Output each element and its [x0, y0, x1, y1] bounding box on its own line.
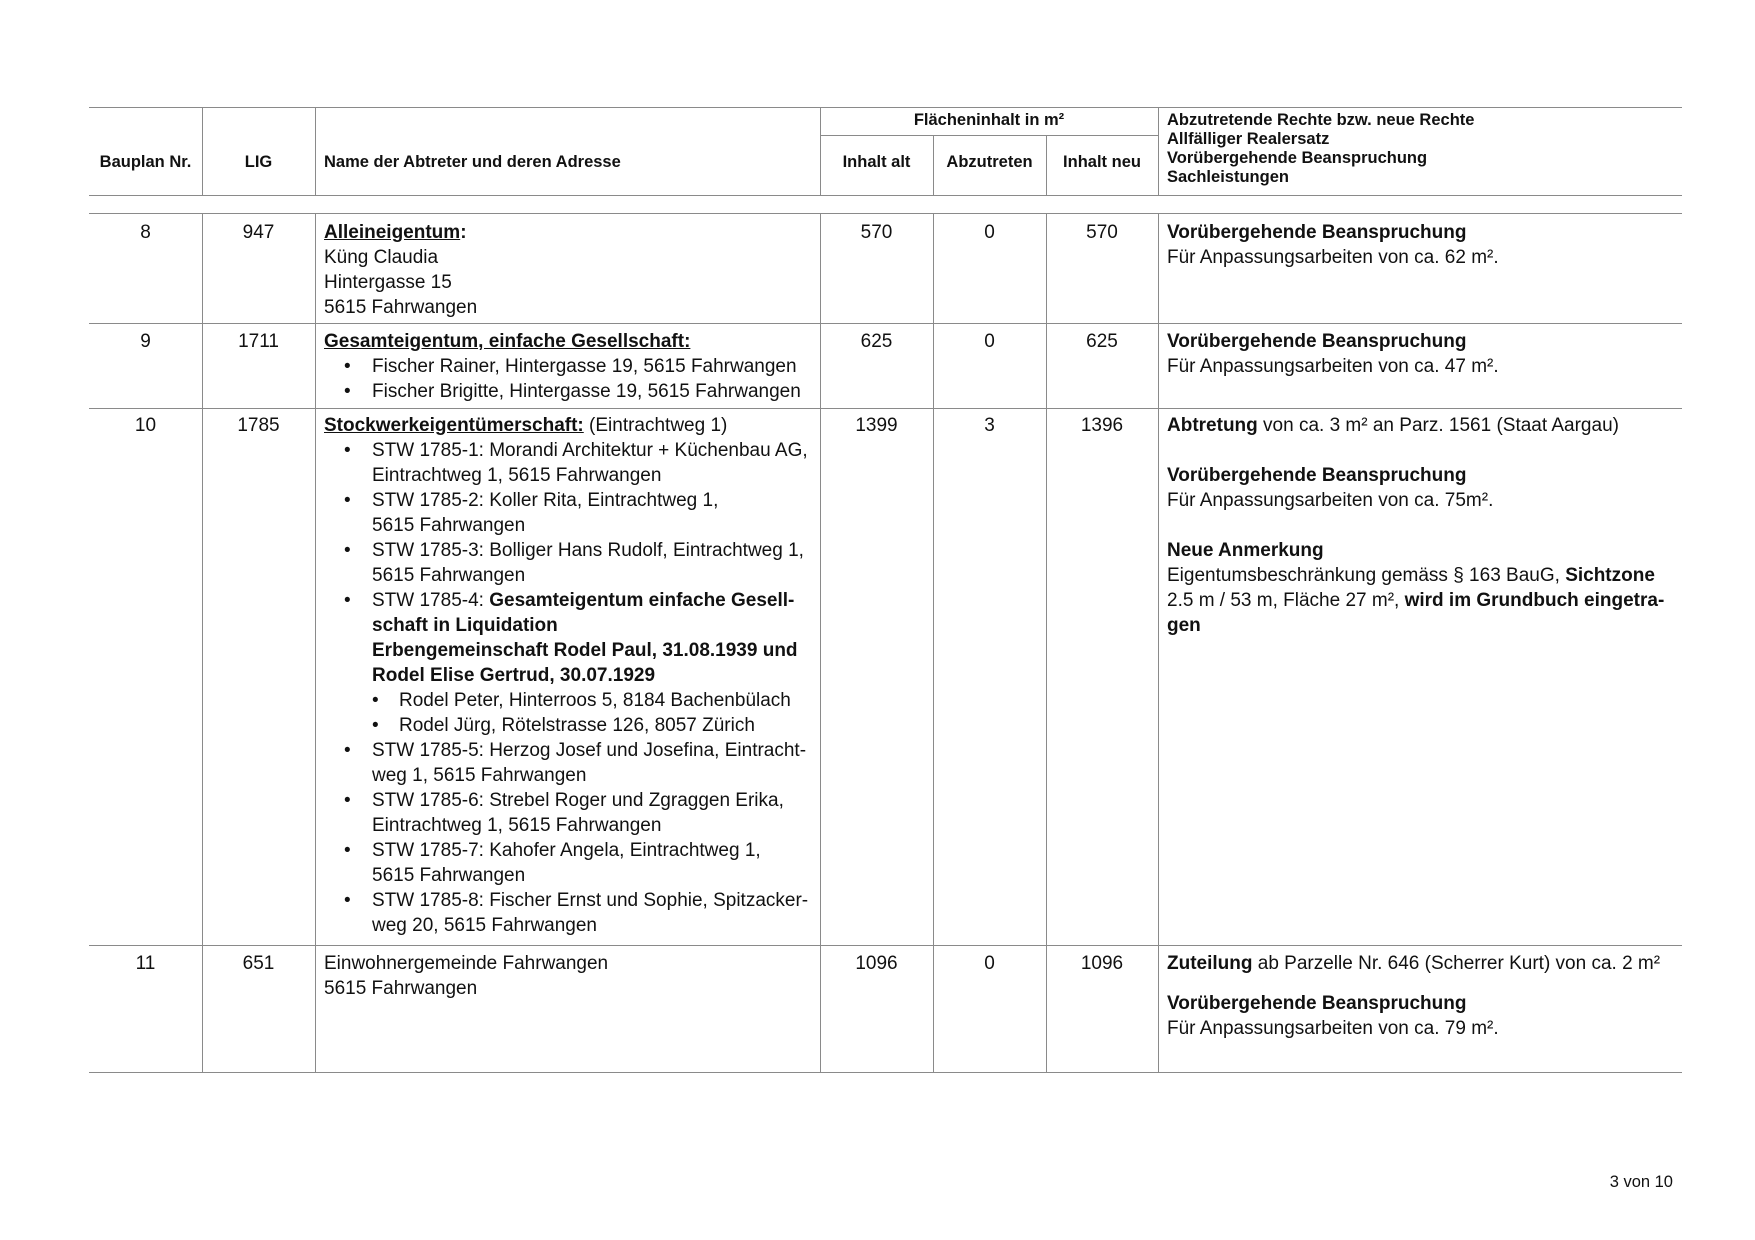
- list-item: • STW 1785-7: Kahofer Angela, Eintrachtweg 1, 5615 Fahrwangen: [324, 838, 816, 888]
- row-11-vb-title: Vorübergehende Beanspruchung: [1167, 993, 1467, 1014]
- row-10-abzutreten: 3: [984, 415, 995, 436]
- row-11-lig: 651: [242, 953, 275, 974]
- flaeche-group-rule: [820, 135, 1158, 136]
- list-item: • STW 1785-6: Strebel Roger und Zgraggen Erika, Eintrachtweg 1, 5615 Fahrwangen: [324, 788, 816, 838]
- row-11-zuteilung: Zuteilung ab Parzelle Nr. 646 (Scherrer Kurt) von ca. 2 m²: [1167, 953, 1661, 974]
- row-10-anm-line-2: 2.5 m / 53 m, Fläche 27 m², wird im Grundbuch eingetra-: [1167, 590, 1665, 611]
- row-8-bauplan: 8: [140, 222, 151, 243]
- list-item: • STW 1785-2: Koller Rita, Eintrachtweg 1, 5615 Fahrwangen: [324, 488, 816, 538]
- row-10-inhalt-alt: 1399: [855, 415, 898, 436]
- row-9-rights-title: Vorübergehende Beanspruchung: [1167, 331, 1467, 352]
- row-10-owner-type: Stockwerkeigentümerschaft: (Eintrachtweg 1): [324, 415, 728, 436]
- row-8-inhalt-alt: 570: [860, 222, 893, 243]
- row-10-owner-list-cont: [324, 738, 816, 938]
- row-10-anm-line-1: Eigentumsbeschränkung gemäss § 163 BauG, Sichtzone: [1167, 565, 1655, 586]
- row-11-rechte: [1167, 951, 1682, 1041]
- row-10-heirs-list: [324, 688, 816, 738]
- header-flaeche-group: Flächeninhalt in m²: [913, 111, 1065, 129]
- row-8-owner-type: Alleineigentum:: [324, 222, 467, 243]
- row-8-abzutreten: 0: [984, 222, 995, 243]
- header-rechte-line-2: Allfälliger Realersatz: [1167, 130, 1330, 148]
- row-9-rights-text: Für Anpassungsarbeiten von ca. 47 m².: [1167, 356, 1499, 377]
- body-top-rule: [89, 213, 1682, 214]
- row-10-lig: 1785: [237, 415, 280, 436]
- row-11-owner-line: 5615 Fahrwangen: [324, 978, 478, 999]
- header-lig: LIG: [244, 153, 273, 171]
- row-8-inhalt-neu: 570: [1086, 222, 1118, 243]
- row-8-rights-title: Vorübergehende Beanspruchung: [1167, 222, 1467, 243]
- header-rechte-line-4: Sachleistungen: [1167, 168, 1289, 186]
- row-10-name: [324, 413, 816, 938]
- row-10-vb-title: Vorübergehende Beanspruchung: [1167, 465, 1467, 486]
- col-divider-1-header: [202, 107, 203, 195]
- row-9-bauplan: 9: [140, 331, 151, 352]
- row-11-inhalt-neu: 1096: [1080, 953, 1124, 974]
- row-10-abtretung: Abtretung von ca. 3 m² an Parz. 1561 (Staat Aargau): [1167, 415, 1619, 436]
- row-8-lig: 947: [242, 222, 275, 243]
- row-8-owner-line: 5615 Fahrwangen: [324, 297, 478, 318]
- row-9-name: [324, 329, 816, 404]
- list-item: • STW 1785-1: Morandi Architektur + Küchenbau AG, Eintrachtweg 1, 5615 Fahrwangen: [324, 438, 816, 488]
- row-8-rechte: [1167, 220, 1682, 270]
- row-rule-8: [89, 323, 1682, 324]
- header-rechte-line-3: Vorübergehende Beanspruchung: [1167, 149, 1428, 167]
- row-9-owner-type: Gesamteigentum, einfache Gesellschaft:: [324, 331, 691, 352]
- header-inhalt-neu: Inhalt neu: [1063, 153, 1141, 171]
- list-item: • STW 1785-4: Gesamteigentum einfache Gesell- schaft in Liquidation Erbengemeinschaft Rodel Paul, 31.08.1939 und Rodel Elise Gertrud, 30.07.1929: [324, 588, 816, 688]
- row-8-rights-text: Für Anpassungsarbeiten von ca. 62 m².: [1167, 247, 1499, 268]
- row-11-name: [324, 951, 816, 1001]
- row-11-abzutreten: 0: [984, 953, 995, 974]
- row-8-owner-line: Hintergasse 15: [324, 272, 452, 293]
- row-8-owner-line: Küng Claudia: [324, 247, 439, 268]
- row-11-vb-text: Für Anpassungsarbeiten von ca. 79 m².: [1167, 1018, 1499, 1039]
- col-divider-6: [1158, 213, 1159, 1072]
- row-9-lig: 1711: [238, 331, 279, 352]
- col-divider-6-header: [1158, 107, 1159, 195]
- list-item: • Rodel Jürg, Rötelstrasse 126, 8057 Zürich: [324, 713, 816, 738]
- list-item: • STW 1785-5: Herzog Josef und Josefina, Eintracht- weg 1, 5615 Fahrwangen: [324, 738, 816, 788]
- row-10-owner-list: [324, 438, 816, 688]
- row-8-name: [324, 220, 816, 320]
- row-10-anm-line-3: gen: [1167, 615, 1201, 636]
- row-9-rechte: [1167, 329, 1682, 379]
- row-10-rechte: [1167, 413, 1682, 638]
- row-10-anm-title: Neue Anmerkung: [1167, 540, 1324, 561]
- row-9-inhalt-alt: 625: [860, 331, 893, 352]
- header-name: Name der Abtreter und deren Adresse: [324, 153, 621, 171]
- col-divider-2: [315, 213, 316, 1072]
- list-item: • Rodel Peter, Hinterroos 5, 8184 Bachenbülach: [324, 688, 816, 713]
- row-9-abzutreten: 0: [984, 331, 995, 352]
- row-11-bauplan: 11: [135, 953, 156, 974]
- table-top-rule: [89, 107, 1682, 108]
- row-rule-9: [89, 408, 1682, 409]
- row-11-inhalt-alt: 1096: [855, 953, 898, 974]
- header-rechte: [1167, 111, 1677, 187]
- header-bottom-rule: [89, 195, 1682, 196]
- page-number: 3 von 10: [1609, 1173, 1673, 1191]
- col-divider-2-header: [315, 107, 316, 195]
- list-item: • STW 1785-8: Fischer Ernst und Sophie, Spitzacker- weg 20, 5615 Fahrwangen: [324, 888, 816, 938]
- table-bottom-rule: [89, 1072, 1682, 1073]
- row-10-inhalt-neu: 1396: [1080, 415, 1124, 436]
- list-item: • Fischer Brigitte, Hintergasse 19, 5615 Fahrwangen: [324, 379, 816, 404]
- row-9-inhalt-neu: 625: [1086, 331, 1118, 352]
- header-bauplan: Bauplan Nr.: [99, 153, 192, 171]
- row-10-vb-text: Für Anpassungsarbeiten von ca. 75m².: [1167, 490, 1494, 511]
- list-item: • Fischer Rainer, Hintergasse 19, 5615 Fahrwangen: [324, 354, 816, 379]
- row-9-owner-list: [324, 354, 816, 404]
- header-rechte-line-1: Abzutretende Rechte bzw. neue Rechte: [1167, 111, 1475, 129]
- row-10-bauplan: 10: [134, 415, 157, 436]
- row-11-owner-line: Einwohnergemeinde Fahrwangen: [324, 953, 609, 974]
- header-abzutreten: Abzutreten: [946, 153, 1033, 171]
- row-rule-10: [89, 945, 1682, 946]
- list-item: • STW 1785-3: Bolliger Hans Rudolf, Eintrachtweg 1, 5615 Fahrwangen: [324, 538, 816, 588]
- header-inhalt-alt: Inhalt alt: [842, 153, 911, 171]
